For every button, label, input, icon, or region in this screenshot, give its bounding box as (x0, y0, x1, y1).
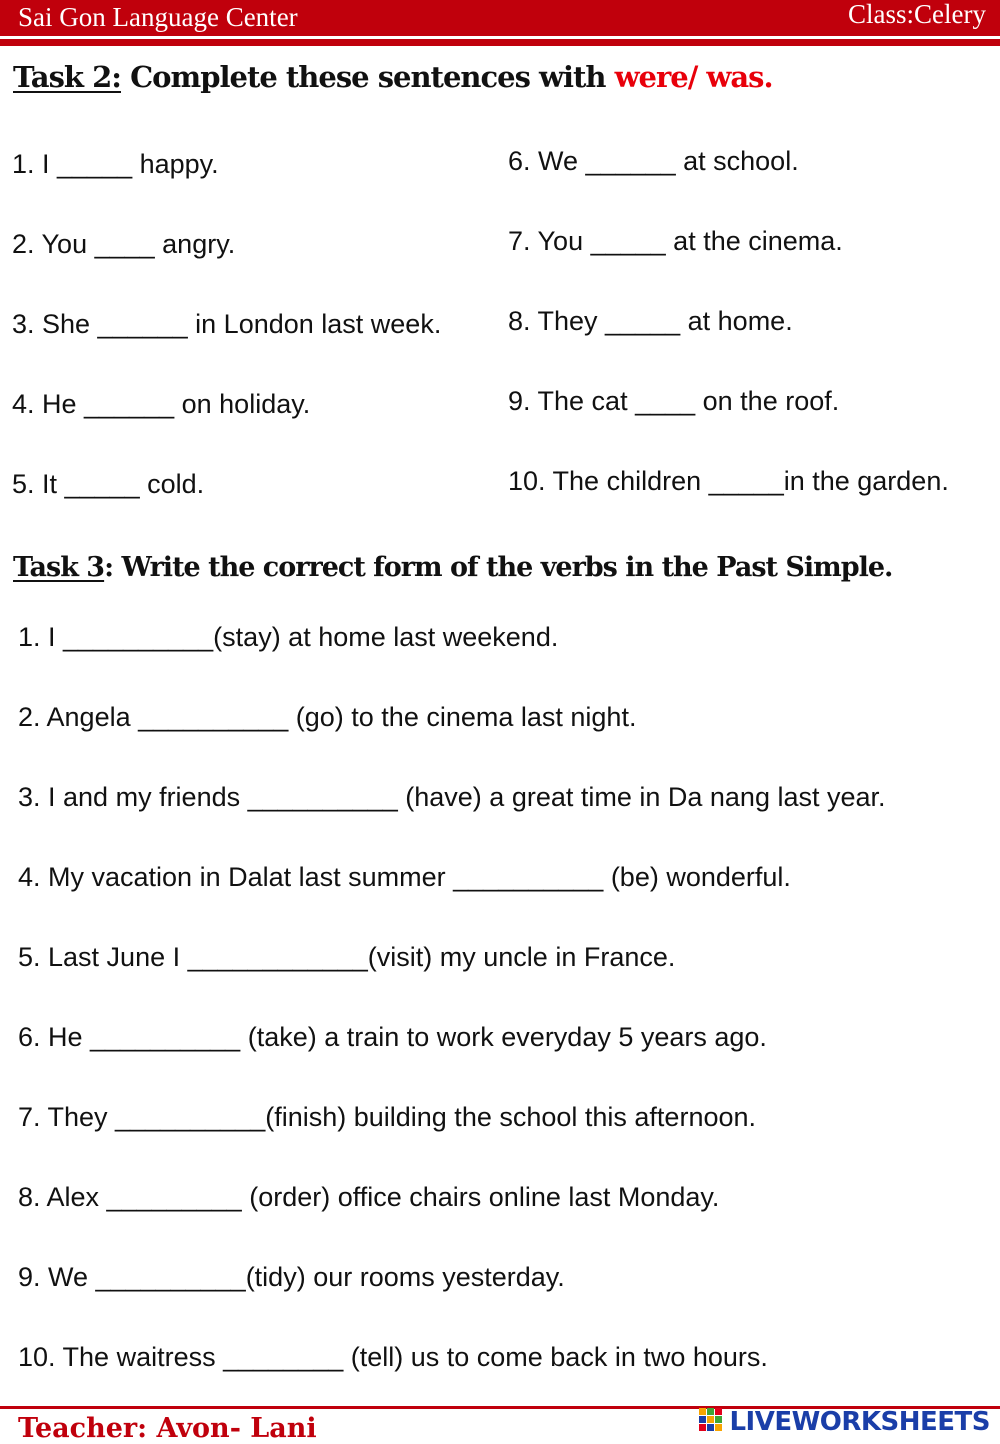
task2-item-5: 5. It _____ cold. (12, 469, 205, 499)
task2-item-4: 4. He ______ on holiday. (12, 389, 311, 419)
task2-instruction: Complete these sentences with (121, 60, 615, 94)
task2-item-8: 8. They _____ at home. (508, 306, 793, 336)
task3-item-10: 10. The waitress ________ (tell) us to come back in two hours. (18, 1342, 768, 1372)
task3-item-2: 2. Angela __________ (go) to the cinema last night. (18, 702, 637, 732)
task2-item-2: 2. You ____ angry. (12, 229, 236, 259)
task3-item-3: 3. I and my friends __________ (have) a great time in Da nang last year. (18, 782, 886, 812)
task3-item-5: 5. Last June I ____________(visit) my uncle in France. (18, 942, 676, 972)
task2-item-7: 7. You _____ at the cinema. (508, 226, 843, 256)
task3-item-8: 8. Alex _________ (order) office chairs online last Monday. (18, 1182, 720, 1212)
task2-label: Task 2: (13, 60, 121, 94)
task2-item-1: 1. I _____ happy. (12, 149, 219, 179)
task2-item-9: 9. The cat ____ on the roof. (508, 386, 840, 416)
task3-item-9: 9. We __________(tidy) our rooms yesterday. (18, 1262, 565, 1292)
task2-item-6: 6. We ______ at school. (508, 146, 799, 176)
task2-heading (13, 60, 773, 94)
school-name: Sai Gon Language Center (18, 2, 298, 32)
header-divider (0, 39, 1000, 46)
task3-instruction: : Write the correct form of the verbs in the Past Simple. (104, 552, 893, 583)
task3-item-4: 4. My vacation in Dalat last summer __________ (be) wonderful. (18, 862, 791, 892)
task3-item-1: 1. I __________(stay) at home last weekend. (18, 622, 559, 652)
brand-name: LIVEWORKSHEETS (729, 1407, 990, 1437)
task3-item-6: 6. He __________ (take) a train to work everyday 5 years ago. (18, 1022, 767, 1052)
task3-label: Task 3 (13, 552, 105, 583)
teacher-name: Teacher: Avon- Lani (18, 1413, 317, 1444)
task2-item-10: 10. The children _____in the garden. (508, 466, 949, 496)
class-label: Class:Celery (848, 0, 986, 29)
liveworksheets-brand (699, 1406, 990, 1438)
task2-accent-words: were/ was. (614, 60, 773, 94)
liveworksheets-logo-icon (699, 1408, 723, 1436)
task3-heading (13, 552, 892, 583)
task3-item-7: 7. They __________(finish) building the school this afternoon. (18, 1102, 757, 1132)
task2-item-3: 3. She ______ in London last week. (12, 309, 442, 339)
